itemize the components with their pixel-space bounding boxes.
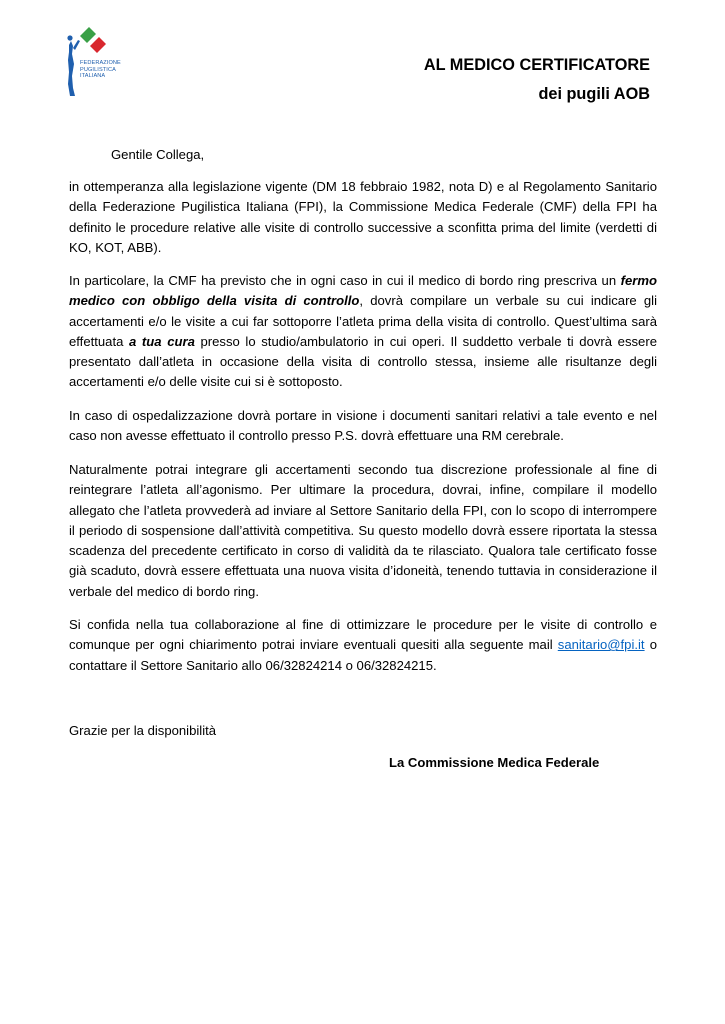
email-link[interactable]: sanitario@fpi.it — [557, 637, 645, 653]
paragraph-5 — [69, 615, 657, 676]
paragraph-2 — [69, 271, 657, 393]
logo-text-line3: ITALIANA — [80, 73, 106, 79]
paragraph-1: in ottemperanza alla legislazione vigente (DM 18 febbraio 1982, nota D) e al Regolamento Sanitario della Federazione Pugilistica Italiana (FPI), la Commissione Medica Federale (CMF) della FPI ha definito le procedure relative alle visite di controllo successive a sconfitta prima del limite (verdetti di KO, KOT, ABB). — [69, 179, 657, 255]
recipient-heading: AL MEDICO CERTIFICATORE — [423, 56, 650, 74]
paragraph-4: Naturalmente potrai integrare gli accertamenti secondo tua discrezione professionale al fine di reintegrare l’atleta all’agonismo. Per ultimare la procedura, dovrai, infine, compilare il modello allegato che l’atleta provvederà ad inviare al Settore Sanitario della FPI, con lo scopo di interrompere il periodo di sospensione dall’attività competitiva. Su questo modello dovrà essere riportata la stessa scadenza del precedente certificato in corso di validità da te rilasciato. Qualora tale certificato fosse già scaduto, dovrà essere effettuata una nuova visita d’idoneità, tenendo tuttavia in considerazione il verbale del medico di bordo ring. — [69, 462, 657, 599]
paragraph-2-text-b: , dovrà compilare un verbale su cui indicare gli accertamenti e/o le visite a cui far sottoporre l’atleta prima della visita di controllo. Quest’ultima sarà effettuata — [69, 293, 657, 349]
logo-text-line1: FEDERAZIONE — [80, 60, 121, 66]
paragraph-5-text-b: o contattare il Settore Sanitario allo 06/32824214 o 06/32824215. — [69, 637, 657, 673]
paragraph-2-text-a: In particolare, la CMF ha previsto che in ogni caso in cui il medico di bordo ring prescriva un — [69, 273, 621, 288]
logo-text-line2: PUGILISTICA — [80, 66, 116, 73]
closing-thanks: Grazie per la disponibilità — [69, 723, 217, 738]
signature: La Commissione Medica Federale — [389, 755, 600, 770]
paragraph-3: In caso di ospedalizzazione dovrà portare in visione i documenti sanitari relativi a tale evento e nel caso non avesse effettuato il controllo presso P.S. dovrà effettuare una RM cerebrale. — [69, 408, 657, 444]
fpi-logo — [64, 24, 134, 100]
paragraph-2-text-c: presso lo studio/ambulatorio in cui operi. Il suddetto verbale ti dovrà essere presentato dall’atleta in occasione della visita di controllo stessa, insieme alle risultanze degli accertamenti e/o delle visite cui si è sottoposto. — [69, 333, 657, 390]
emphasis-a-tua-cura: a tua cura — [129, 333, 195, 349]
recipient-subheading: dei pugili AOB — [538, 85, 650, 103]
emphasis-fermo-medico: fermo medico con obbligo della visita di controllo — [69, 273, 657, 309]
paragraph-5-text-a: Si confida nella tua collaborazione al fine di ottimizzare le procedure per le visite di controllo e comunque per ogni chiarimento potrai inviare eventuali quesiti alla seguente mail — [69, 617, 657, 653]
greeting: Gentile Collega, — [111, 147, 205, 162]
